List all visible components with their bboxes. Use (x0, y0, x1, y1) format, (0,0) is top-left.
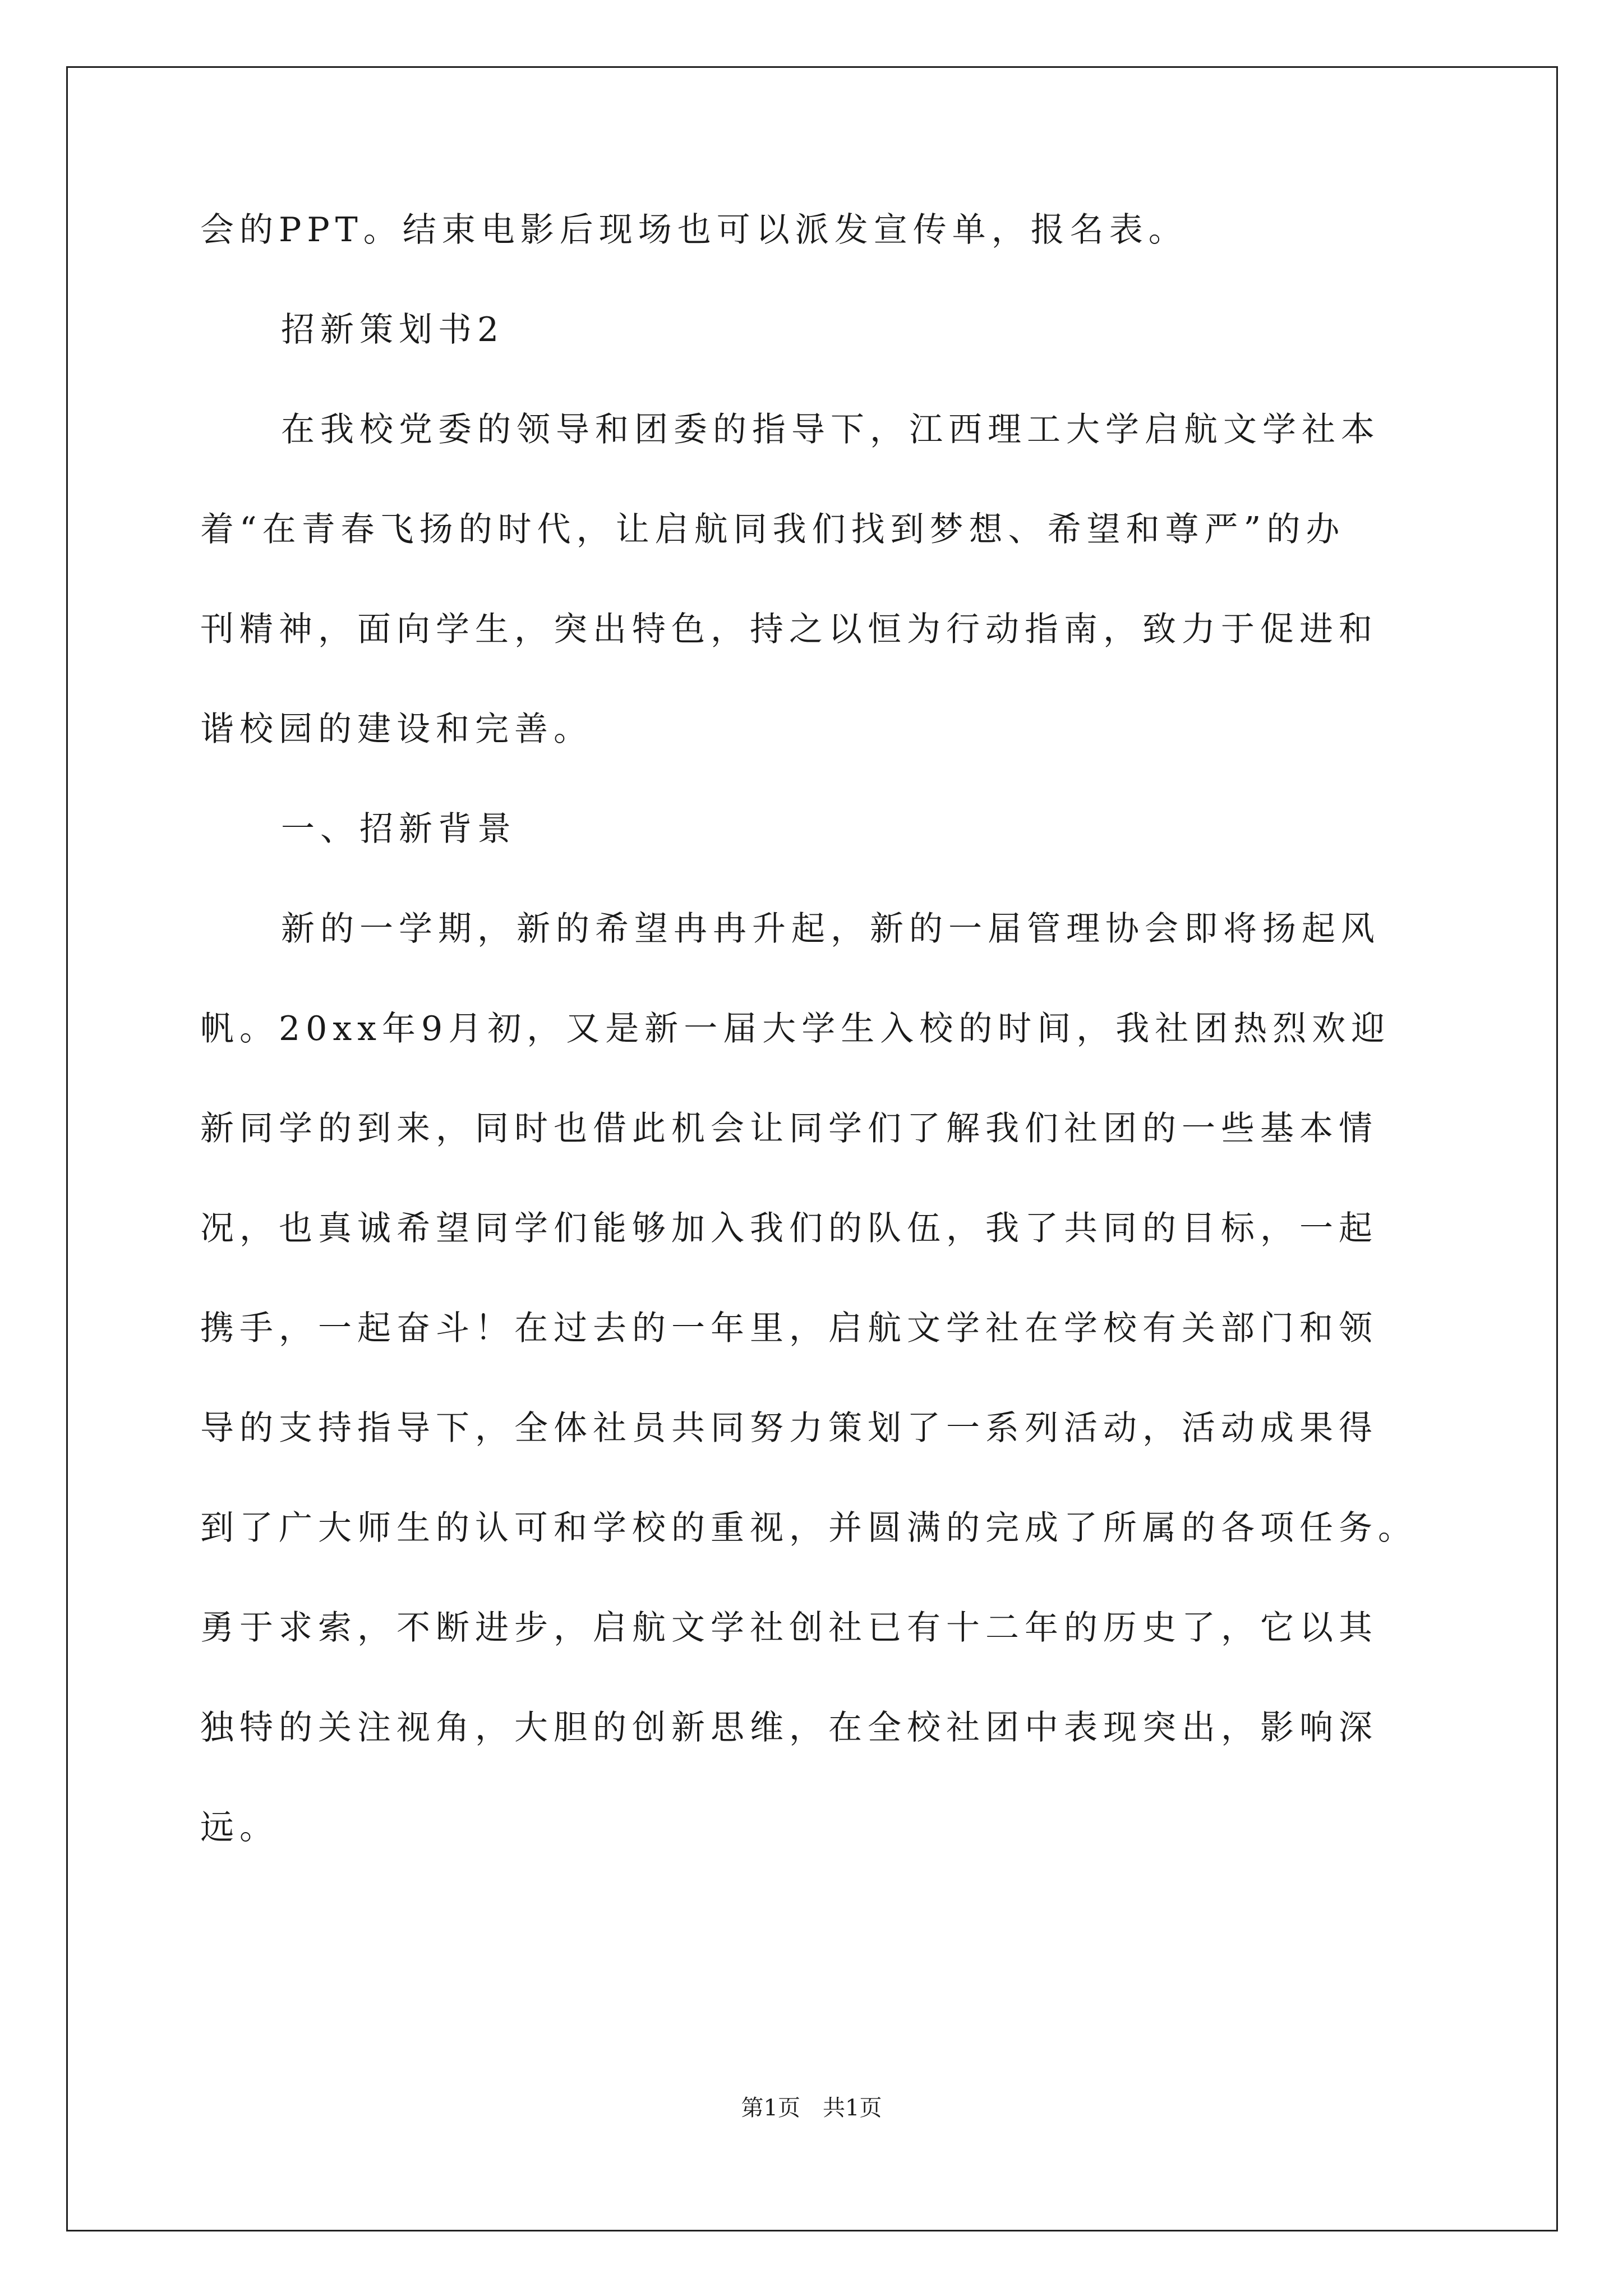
text-line-4: 着“在青春飞扬的时代，让启航同我们找到梦想、希望和尊严”的办 (200, 510, 1345, 549)
text-line-13: 导的支持指导下，全体社员共同努力策划了一系列活动，活动成果得 (200, 1409, 1378, 1448)
text-line-1: 会的PPT。结束电影后现场也可以派发宣传单，报名表。 (200, 210, 1188, 250)
text-line-5: 刊精神，面向学生，突出特色，持之以恒为行动指南，致力于促进和 (200, 610, 1378, 649)
text-line-8: 新的一学期，新的希望冉冉升起，新的一届管理协会即将扬起风 (281, 909, 1380, 949)
page-number: 第1页 (741, 2095, 800, 2121)
page-footer (0, 2097, 1623, 2119)
text-line-10: 新同学的到来，同时也借此机会让同学们了解我们社团的一些基本情 (200, 1109, 1378, 1148)
text-line-11: 况，也真诚希望同学们能够加入我们的队伍，我了共同的目标，一起 (200, 1209, 1378, 1248)
document-body (200, 210, 1434, 1911)
text-line-12: 携手，一起奋斗！在过去的一年里，启航文学社在学校有关部门和领 (200, 1309, 1378, 1348)
text-line-14: 到了广大师生的认可和学校的重视，并圆满的完成了所属的各项任务。 (200, 1508, 1417, 1548)
text-line-3: 在我校党委的领导和团委的指导下，江西理工大学启航文学社本 (281, 410, 1380, 449)
text-line-9: 帆。20xx年9月初，又是新一届大学生入校的时间，我社团热烈欢迎 (200, 1009, 1391, 1048)
text-line-16: 独特的关注视角，大胆的创新思维，在全校社团中表现突出，影响深 (200, 1708, 1378, 1747)
section-title: 招新策划书2 (281, 310, 505, 349)
section-heading: 一、招新背景 (281, 809, 517, 849)
text-line-17: 远。 (200, 1808, 279, 1847)
text-line-6: 谐校园的建设和完善。 (200, 710, 593, 749)
text-line-15: 勇于求索，不断进步，启航文学社创社已有十二年的历史了，它以其 (200, 1608, 1378, 1648)
page-total: 共1页 (823, 2095, 882, 2121)
